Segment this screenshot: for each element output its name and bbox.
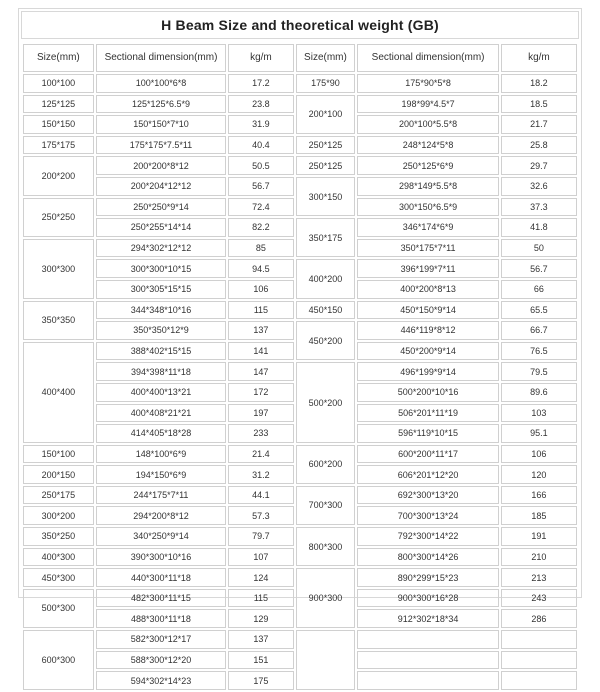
- right-dimension-cell: 700*300*13*24: [357, 506, 498, 525]
- table-row: [23, 74, 577, 93]
- left-weight-cell: 175: [228, 671, 293, 690]
- left-weight-cell: 57.3: [228, 506, 293, 525]
- right-dimension-cell: 606*201*12*20: [357, 465, 498, 484]
- right-weight-cell: 120: [501, 465, 577, 484]
- left-dimension-cell: 100*100*6*8: [96, 74, 227, 93]
- beam-weight-table: [21, 42, 579, 692]
- left-dimension-cell: 175*175*7.5*11: [96, 136, 227, 155]
- left-dimension-cell: 300*300*10*15: [96, 259, 227, 278]
- left-dimension-cell: 150*150*7*10: [96, 115, 227, 134]
- left-dimension-cell: 250*255*14*14: [96, 218, 227, 237]
- table-row: [23, 136, 577, 155]
- table-row: [23, 321, 577, 340]
- left-size-cell: 150*100: [23, 445, 94, 464]
- table-row: [23, 218, 577, 237]
- right-weight-cell: 56.7: [501, 259, 577, 278]
- left-size-cell: 600*300: [23, 630, 94, 690]
- left-dimension-cell: 200*200*8*12: [96, 156, 227, 175]
- right-weight-cell: 37.3: [501, 198, 577, 217]
- left-weight-cell: 197: [228, 404, 293, 423]
- right-dimension-cell: [357, 671, 498, 690]
- left-dimension-cell: 440*300*11*18: [96, 568, 227, 587]
- right-dimension-cell: 692*300*13*20: [357, 486, 498, 505]
- table-row: [23, 568, 577, 587]
- right-weight-cell: 65.5: [501, 301, 577, 320]
- header-weight-left: kg/m: [228, 44, 293, 72]
- right-weight-cell: 286: [501, 609, 577, 628]
- right-weight-cell: 50: [501, 239, 577, 258]
- left-weight-cell: 21.4: [228, 445, 293, 464]
- right-size-cell: 500*200: [296, 362, 356, 442]
- right-dimension-cell: 200*100*5.5*8: [357, 115, 498, 134]
- left-dimension-cell: 300*305*15*15: [96, 280, 227, 299]
- right-weight-cell: 210: [501, 548, 577, 567]
- right-weight-cell: 95.1: [501, 424, 577, 443]
- table-title: H Beam Size and theoretical weight (GB): [21, 11, 579, 39]
- left-dimension-cell: 350*350*12*9: [96, 321, 227, 340]
- right-weight-cell: [501, 671, 577, 690]
- table-row: [23, 259, 577, 278]
- table-row: [23, 156, 577, 175]
- right-dimension-cell: 890*299*15*23: [357, 568, 498, 587]
- left-dimension-cell: 390*300*10*16: [96, 548, 227, 567]
- table-row: [23, 362, 577, 381]
- table-row: [23, 445, 577, 464]
- left-weight-cell: 137: [228, 321, 293, 340]
- left-weight-cell: 40.4: [228, 136, 293, 155]
- right-weight-cell: [501, 651, 577, 670]
- left-size-cell: 400*300: [23, 548, 94, 567]
- left-size-cell: 500*300: [23, 589, 94, 628]
- left-size-cell: 125*125: [23, 95, 94, 114]
- left-dimension-cell: 340*250*9*14: [96, 527, 227, 546]
- right-dimension-cell: 792*300*14*22: [357, 527, 498, 546]
- right-size-cell: 250*125: [296, 156, 356, 175]
- right-dimension-cell: 300*150*6.5*9: [357, 198, 498, 217]
- right-dimension-cell: 350*175*7*11: [357, 239, 498, 258]
- right-dimension-cell: 912*302*18*34: [357, 609, 498, 628]
- left-size-cell: 350*250: [23, 527, 94, 546]
- table-row: [23, 486, 577, 505]
- table-row: [23, 95, 577, 114]
- left-size-cell: 200*150: [23, 465, 94, 484]
- left-dimension-cell: 250*250*9*14: [96, 198, 227, 217]
- left-weight-cell: 124: [228, 568, 293, 587]
- left-weight-cell: 79.7: [228, 527, 293, 546]
- left-size-cell: 250*175: [23, 486, 94, 505]
- left-weight-cell: 233: [228, 424, 293, 443]
- left-weight-cell: 50.5: [228, 156, 293, 175]
- left-size-cell: 250*250: [23, 198, 94, 237]
- right-size-cell: 350*175: [296, 218, 356, 257]
- left-weight-cell: 137: [228, 630, 293, 649]
- left-weight-cell: 85: [228, 239, 293, 258]
- left-weight-cell: 147: [228, 362, 293, 381]
- right-size-cell: 700*300: [296, 486, 356, 525]
- right-size-cell: [296, 630, 356, 690]
- right-size-cell: 450*150: [296, 301, 356, 320]
- left-size-cell: 150*150: [23, 115, 94, 134]
- left-weight-cell: 31.2: [228, 465, 293, 484]
- left-weight-cell: 72.4: [228, 198, 293, 217]
- left-dimension-cell: 200*204*12*12: [96, 177, 227, 196]
- right-size-cell: 600*200: [296, 445, 356, 484]
- right-size-cell: 200*100: [296, 95, 356, 134]
- right-size-cell: 175*90: [296, 74, 356, 93]
- table-row: [23, 630, 577, 649]
- left-weight-cell: 17.2: [228, 74, 293, 93]
- left-dimension-cell: 148*100*6*9: [96, 445, 227, 464]
- left-weight-cell: 23.8: [228, 95, 293, 114]
- left-size-cell: 100*100: [23, 74, 94, 93]
- header-size-right: Size(mm): [296, 44, 356, 72]
- weight-table-panel: [18, 8, 582, 686]
- left-weight-cell: 151: [228, 651, 293, 670]
- right-size-cell: 900*300: [296, 568, 356, 628]
- right-weight-cell: 66: [501, 280, 577, 299]
- table-row: [23, 527, 577, 546]
- right-weight-cell: 166: [501, 486, 577, 505]
- left-dimension-cell: 394*398*11*18: [96, 362, 227, 381]
- left-dimension-cell: 414*405*18*28: [96, 424, 227, 443]
- left-dimension-cell: 244*175*7*11: [96, 486, 227, 505]
- header-size-left: Size(mm): [23, 44, 94, 72]
- right-size-cell: 250*125: [296, 136, 356, 155]
- right-weight-cell: 41.8: [501, 218, 577, 237]
- left-dimension-cell: 125*125*6.5*9: [96, 95, 227, 114]
- left-dimension-cell: 388*402*15*15: [96, 342, 227, 361]
- right-dimension-cell: 175*90*5*8: [357, 74, 498, 93]
- right-dimension-cell: 446*119*8*12: [357, 321, 498, 340]
- left-dimension-cell: 400*408*21*21: [96, 404, 227, 423]
- right-dimension-cell: 298*149*5.5*8: [357, 177, 498, 196]
- left-size-cell: 450*300: [23, 568, 94, 587]
- left-weight-cell: 31.9: [228, 115, 293, 134]
- right-weight-cell: 25.8: [501, 136, 577, 155]
- right-dimension-cell: [357, 651, 498, 670]
- right-weight-cell: 103: [501, 404, 577, 423]
- left-dimension-cell: 400*400*13*21: [96, 383, 227, 402]
- left-weight-cell: 106: [228, 280, 293, 299]
- right-weight-cell: 89.6: [501, 383, 577, 402]
- right-weight-cell: 29.7: [501, 156, 577, 175]
- right-dimension-cell: 346*174*6*9: [357, 218, 498, 237]
- left-dimension-cell: 294*200*8*12: [96, 506, 227, 525]
- right-weight-cell: 18.5: [501, 95, 577, 114]
- header-weight-right: kg/m: [501, 44, 577, 72]
- right-weight-cell: 191: [501, 527, 577, 546]
- right-dimension-cell: [357, 630, 498, 649]
- left-dimension-cell: 194*150*6*9: [96, 465, 227, 484]
- left-weight-cell: 44.1: [228, 486, 293, 505]
- left-weight-cell: 115: [228, 589, 293, 608]
- right-dimension-cell: 496*199*9*14: [357, 362, 498, 381]
- left-weight-cell: 94.5: [228, 259, 293, 278]
- right-dimension-cell: 198*99*4.5*7: [357, 95, 498, 114]
- right-dimension-cell: 500*200*10*16: [357, 383, 498, 402]
- right-dimension-cell: 450*150*9*14: [357, 301, 498, 320]
- right-dimension-cell: 400*200*8*13: [357, 280, 498, 299]
- right-weight-cell: 185: [501, 506, 577, 525]
- header-dimension-left: Sectional dimension(mm): [96, 44, 227, 72]
- left-size-cell: 175*175: [23, 136, 94, 155]
- left-dimension-cell: 588*300*12*20: [96, 651, 227, 670]
- right-dimension-cell: 250*125*6*9: [357, 156, 498, 175]
- right-weight-cell: 76.5: [501, 342, 577, 361]
- left-size-cell: 350*350: [23, 301, 94, 340]
- left-size-cell: 300*300: [23, 239, 94, 299]
- right-weight-cell: 18.2: [501, 74, 577, 93]
- left-dimension-cell: 344*348*10*16: [96, 301, 227, 320]
- left-weight-cell: 172: [228, 383, 293, 402]
- right-dimension-cell: 596*119*10*15: [357, 424, 498, 443]
- left-dimension-cell: 482*300*11*15: [96, 589, 227, 608]
- right-weight-cell: 66.7: [501, 321, 577, 340]
- left-size-cell: 200*200: [23, 156, 94, 195]
- right-dimension-cell: 248*124*5*8: [357, 136, 498, 155]
- right-size-cell: 450*200: [296, 321, 356, 360]
- right-dimension-cell: 600*200*11*17: [357, 445, 498, 464]
- left-dimension-cell: 294*302*12*12: [96, 239, 227, 258]
- right-size-cell: 400*200: [296, 259, 356, 298]
- right-weight-cell: 243: [501, 589, 577, 608]
- left-weight-cell: 115: [228, 301, 293, 320]
- left-weight-cell: 129: [228, 609, 293, 628]
- header-dimension-right: Sectional dimension(mm): [357, 44, 498, 72]
- left-size-cell: 400*400: [23, 342, 94, 443]
- right-dimension-cell: 800*300*14*26: [357, 548, 498, 567]
- left-dimension-cell: 488*300*11*18: [96, 609, 227, 628]
- left-weight-cell: 107: [228, 548, 293, 567]
- right-weight-cell: 32.6: [501, 177, 577, 196]
- left-dimension-cell: 582*300*12*17: [96, 630, 227, 649]
- right-dimension-cell: 396*199*7*11: [357, 259, 498, 278]
- right-weight-cell: 21.7: [501, 115, 577, 134]
- right-size-cell: 800*300: [296, 527, 356, 566]
- right-weight-cell: 106: [501, 445, 577, 464]
- table-row: [23, 301, 577, 320]
- left-weight-cell: 56.7: [228, 177, 293, 196]
- right-dimension-cell: 900*300*16*28: [357, 589, 498, 608]
- left-size-cell: 300*200: [23, 506, 94, 525]
- table-body: [23, 74, 577, 690]
- header-row: [23, 44, 577, 72]
- right-dimension-cell: 450*200*9*14: [357, 342, 498, 361]
- left-dimension-cell: 594*302*14*23: [96, 671, 227, 690]
- left-weight-cell: 141: [228, 342, 293, 361]
- right-size-cell: 300*150: [296, 177, 356, 216]
- left-weight-cell: 82.2: [228, 218, 293, 237]
- right-dimension-cell: 506*201*11*19: [357, 404, 498, 423]
- right-weight-cell: 79.5: [501, 362, 577, 381]
- right-weight-cell: 213: [501, 568, 577, 587]
- right-weight-cell: [501, 630, 577, 649]
- table-row: [23, 177, 577, 196]
